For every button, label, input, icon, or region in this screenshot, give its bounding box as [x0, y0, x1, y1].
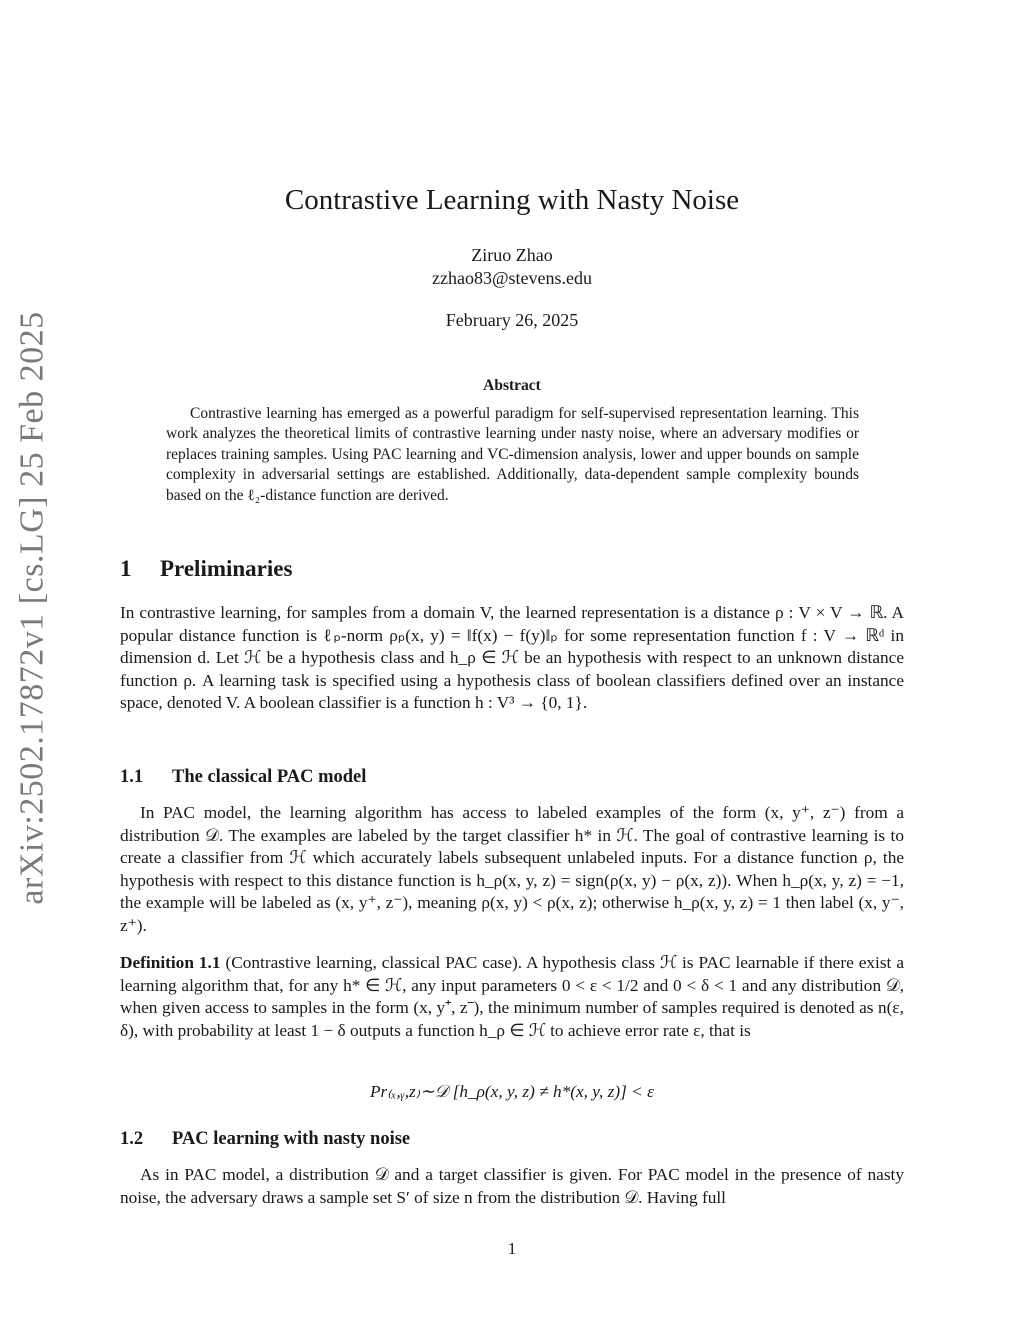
subsection-number: 1.2 [120, 1129, 144, 1149]
paper-title: Contrastive Learning with Nasty Noise [284, 184, 740, 216]
subsection-1-2-paragraph: As in PAC model, a distribution 𝒟 and a target classifier is given. For PAC model in the presence of nasty noise, the adversary draws a sample set S′ of size n from the distribution 𝒟. Having full [120, 1165, 904, 1207]
subsection-title: The classical PAC model [172, 767, 367, 787]
subsection-number: 1.1 [120, 767, 144, 787]
abstract-text: Contrastive learning has emerged as a powerful paradigm for self-supervised representation learning. This work analyzes the theoretical limits of contrastive learning under nasty noise, where an adversary modifies or replaces training samples. Using PAC learning and VC-dimension analysis, lower and upper bounds on sample complexity in adversarial settings are established. Additionally, data-dependent sample complexity bounds based on the ℓ₂-distance function are derived. [166, 405, 859, 504]
section-1-heading [120, 556, 292, 582]
definition-1-1 [120, 952, 904, 1042]
paper-date: February 26, 2025 [445, 310, 579, 330]
subsection-title: PAC learning with nasty noise [172, 1129, 411, 1149]
definition-equation: Pr₍ₓ,ᵧ,z₎∼𝒟 [h_ρ(x, y, z) ≠ h*(x, y, z)] < ε [370, 1082, 654, 1101]
definition-label: Definition 1.1 [120, 953, 221, 972]
author-email: zzhao83@stevens.edu [431, 268, 593, 288]
subsection-1-1-heading [120, 767, 366, 788]
arxiv-identifier-text: arXiv:2502.17872v1 [cs.LG] 25 Feb 2025 [14, 311, 51, 905]
definition-text: (Contrastive learning, classical PAC case). A hypothesis class ℋ is PAC learnable if there exist a learning algorithm that, for any h* ∈ ℋ, any input parameters 0 < ε < 1/2 and 0 < δ < 1 and any distribution 𝒟, when given access to samples in the form (x, y⁺, z⁻), the minimum number of samples required is denoted as n(ε, δ), with probability at least 1 − δ outputs a function h_ρ ∈ ℋ to achieve error rate ε, that is [120, 953, 904, 1040]
section-title: Preliminaries [160, 556, 293, 581]
page-number: 1 [507, 1239, 517, 1258]
subsection-1-1-paragraph: In PAC model, the learning algorithm has access to labeled examples of the form (x, y⁺, z⁻) from a distribution 𝒟. The examples are labeled by the target classifier h* in ℋ. The goal of contrastive learning is to create a classifier from ℋ which accurately labels subsequent unlabeled inputs. For a distance function ρ, the hypothesis with respect to this distance function is h_ρ(x, y, z) = sign(ρ(x, y) − ρ(x, z)). When h_ρ(x, y, z) = −1, the example will be labeled as (x, y⁺, z⁻), meaning ρ(x, y) < ρ(x, z); otherwise h_ρ(x, y, z) = 1 then label (x, y⁻, z⁺). [120, 803, 904, 935]
arxiv-identifier-stamp [8, 311, 58, 905]
abstract-heading: Abstract [483, 377, 541, 394]
section-1-paragraph: In contrastive learning, for samples from a domain V, the learned representation is a distance ρ : V × V → ℝ. A popular distance function is ℓₚ-norm ρₚ(x, y) = ‖f(x) − f(y)‖ₚ for some representation function f : V → ℝᵈ in dimension d. Let ℋ be a hypothesis class and h_ρ ∈ ℋ be an hypothesis with respect to an unknown distance function ρ. A learning task is specified using a hypothesis class of boolean classifiers defined over an instance space, denoted V. A boolean classifier is a function h : V³ → {0, 1}. [120, 603, 904, 713]
section-number: 1 [120, 556, 132, 581]
subsection-1-2-heading [120, 1129, 410, 1150]
author-name: Ziruo Zhao [471, 245, 553, 265]
